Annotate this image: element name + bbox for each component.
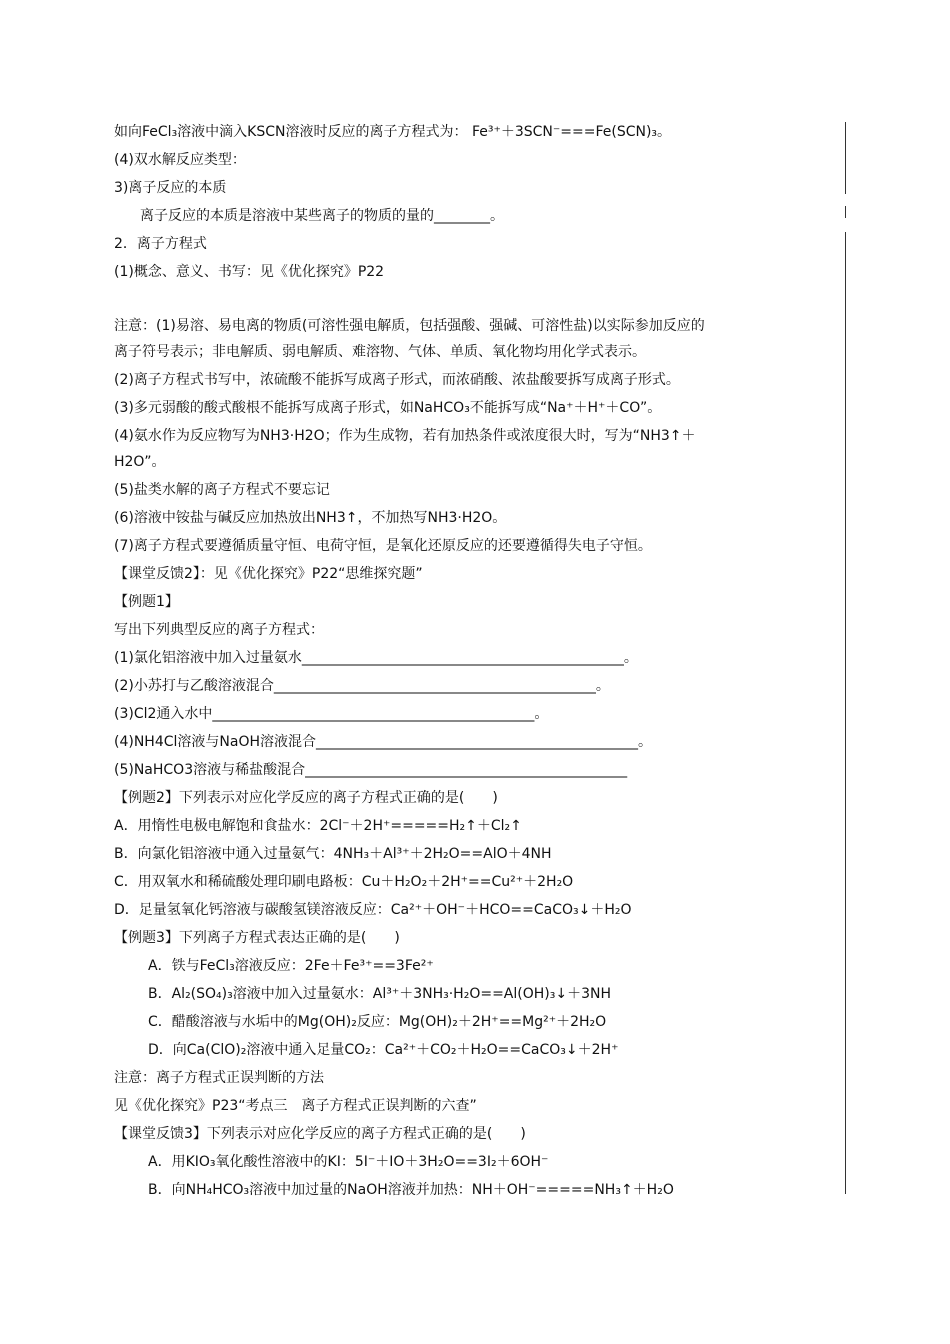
blank-question: (3)Cl2通入水中______________________________________________。 (114, 706, 549, 722)
text-line: 如向FeCl₃溶液中滴入KSCN溶液时反应的离子方程式为： Fe³⁺＋3SCN⁻===Fe(SCN)₃。 (114, 124, 672, 140)
blank-question: (4)NH4Cl溶液与NaOH溶液混合______________________________________________。 (114, 734, 653, 750)
choice-option: B．向氯化铝溶液中通入过量氨气：4NH₃＋Al³⁺＋2H₂O==AlO＋4NH (114, 846, 552, 862)
choice-option: C．醋酸溶液与水垢中的Mg(OH)₂反应：Mg(OH)₂＋2H⁺==Mg²⁺＋2H₂O (148, 1014, 607, 1030)
note-line: 注意：(1)易溶、易电离的物质(可溶性强电解质，包括强酸、强碱、可溶性盐)以实际参加反应的 (114, 318, 705, 334)
blank-question: (2)小苏打与乙酸溶液混合______________________________________________。 (114, 678, 610, 694)
text-line: 写出下列典型反应的离子方程式： (114, 622, 324, 638)
blank-question: (1)氯化铝溶液中加入过量氨水______________________________________________。 (114, 650, 638, 666)
text-line: 离子符号表示；非电解质、弱电解质、难溶物、气体、单质、氧化物均用化学式表示。 (114, 344, 646, 360)
feedback-heading: 【课堂反馈2】：见《优化探究》P22“思维探究题” (114, 566, 423, 582)
text-line: 3)离子反应的本质 (114, 180, 227, 196)
choice-option: B．向NH₄HCO₃溶液中加过量的NaOH溶液并加热：NH＋OH⁻=====NH₃↑＋H₂O (148, 1182, 674, 1198)
text-line: (4)氨水作为反应物写为NH3·H2O；作为生成物，若有加热条件或浓度很大时，写为“NH3↑＋ (114, 428, 696, 444)
section-heading: 2．离子方程式 (114, 236, 207, 252)
text-line: 离子反应的本质是溶液中某些离子的物质的量的________。 (140, 208, 504, 224)
text-line: 见《优化探究》P23“考点三 离子方程式正误判断的六查” (114, 1098, 477, 1114)
note-line: 注意：离子方程式正误判断的方法 (114, 1070, 324, 1086)
example-heading: 【例题2】下列表示对应化学反应的离子方程式正确的是( ) (114, 790, 498, 806)
choice-option: A．用KIO₃氧化酸性溶液中的KI：5I⁻＋IO＋3H₂O==3I₂＋6OH⁻ (148, 1154, 549, 1170)
choice-option: A．用惰性电极电解饱和食盐水：2Cl⁻＋2H⁺=====H₂↑＋Cl₂↑ (114, 818, 522, 834)
blank-question: (5)NaHCO3溶液与稀盐酸混合______________________________________________ (114, 762, 628, 778)
feedback-heading: 【课堂反馈3】下列表示对应化学反应的离子方程式正确的是( ) (114, 1126, 526, 1142)
text-line: (5)盐类水解的离子方程式不要忘记 (114, 482, 330, 498)
example-heading: 【例题1】 (114, 594, 179, 610)
example-heading: 【例题3】下列离子方程式表达正确的是( ) (114, 930, 400, 946)
text-line: (6)溶液中铵盐与碱反应加热放出NH3↑，不加热写NH3·H2O。 (114, 510, 507, 526)
margin-bar-2 (845, 206, 846, 218)
choice-option: B．Al₂(SO₄)₃溶液中加入过量氨水：Al³⁺＋3NH₃·H₂O==Al(OH)₃↓＋3NH (148, 986, 611, 1002)
margin-bar-1 (845, 122, 846, 194)
text-line: (4)双水解反应类型： (114, 152, 246, 168)
text-line: (7)离子方程式要遵循质量守恒、电荷守恒，是氧化还原反应的还要遵循得失电子守恒。 (114, 538, 652, 554)
text-line: H2O”。 (114, 454, 166, 470)
text-line: (2)离子方程式书写中，浓硫酸不能拆写成离子形式，而浓硝酸、浓盐酸要拆写成离子形式。 (114, 372, 680, 388)
choice-option: A．铁与FeCl₃溶液反应：2Fe＋Fe³⁺==3Fe²⁺ (148, 958, 434, 974)
choice-option: D．向Ca(ClO)₂溶液中通入足量CO₂：Ca²⁺＋CO₂＋H₂O==CaCO₃↓＋2H⁺ (148, 1042, 619, 1058)
text-line: (1)概念、意义、书写：见《优化探究》P22 (114, 264, 385, 280)
text-line: (3)多元弱酸的酸式酸根不能拆写成离子形式，如NaHCO₃不能拆写成“Na⁺＋H⁺＋CO”。 (114, 400, 662, 416)
choice-option: D．足量氢氧化钙溶液与碳酸氢镁溶液反应：Ca²⁺＋OH⁻＋HCO==CaCO₃↓＋H₂O (114, 902, 632, 918)
margin-bar-3 (845, 232, 846, 1194)
choice-option: C．用双氧水和稀硫酸处理印刷电路板：Cu＋H₂O₂＋2H⁺==Cu²⁺＋2H₂O (114, 874, 574, 890)
